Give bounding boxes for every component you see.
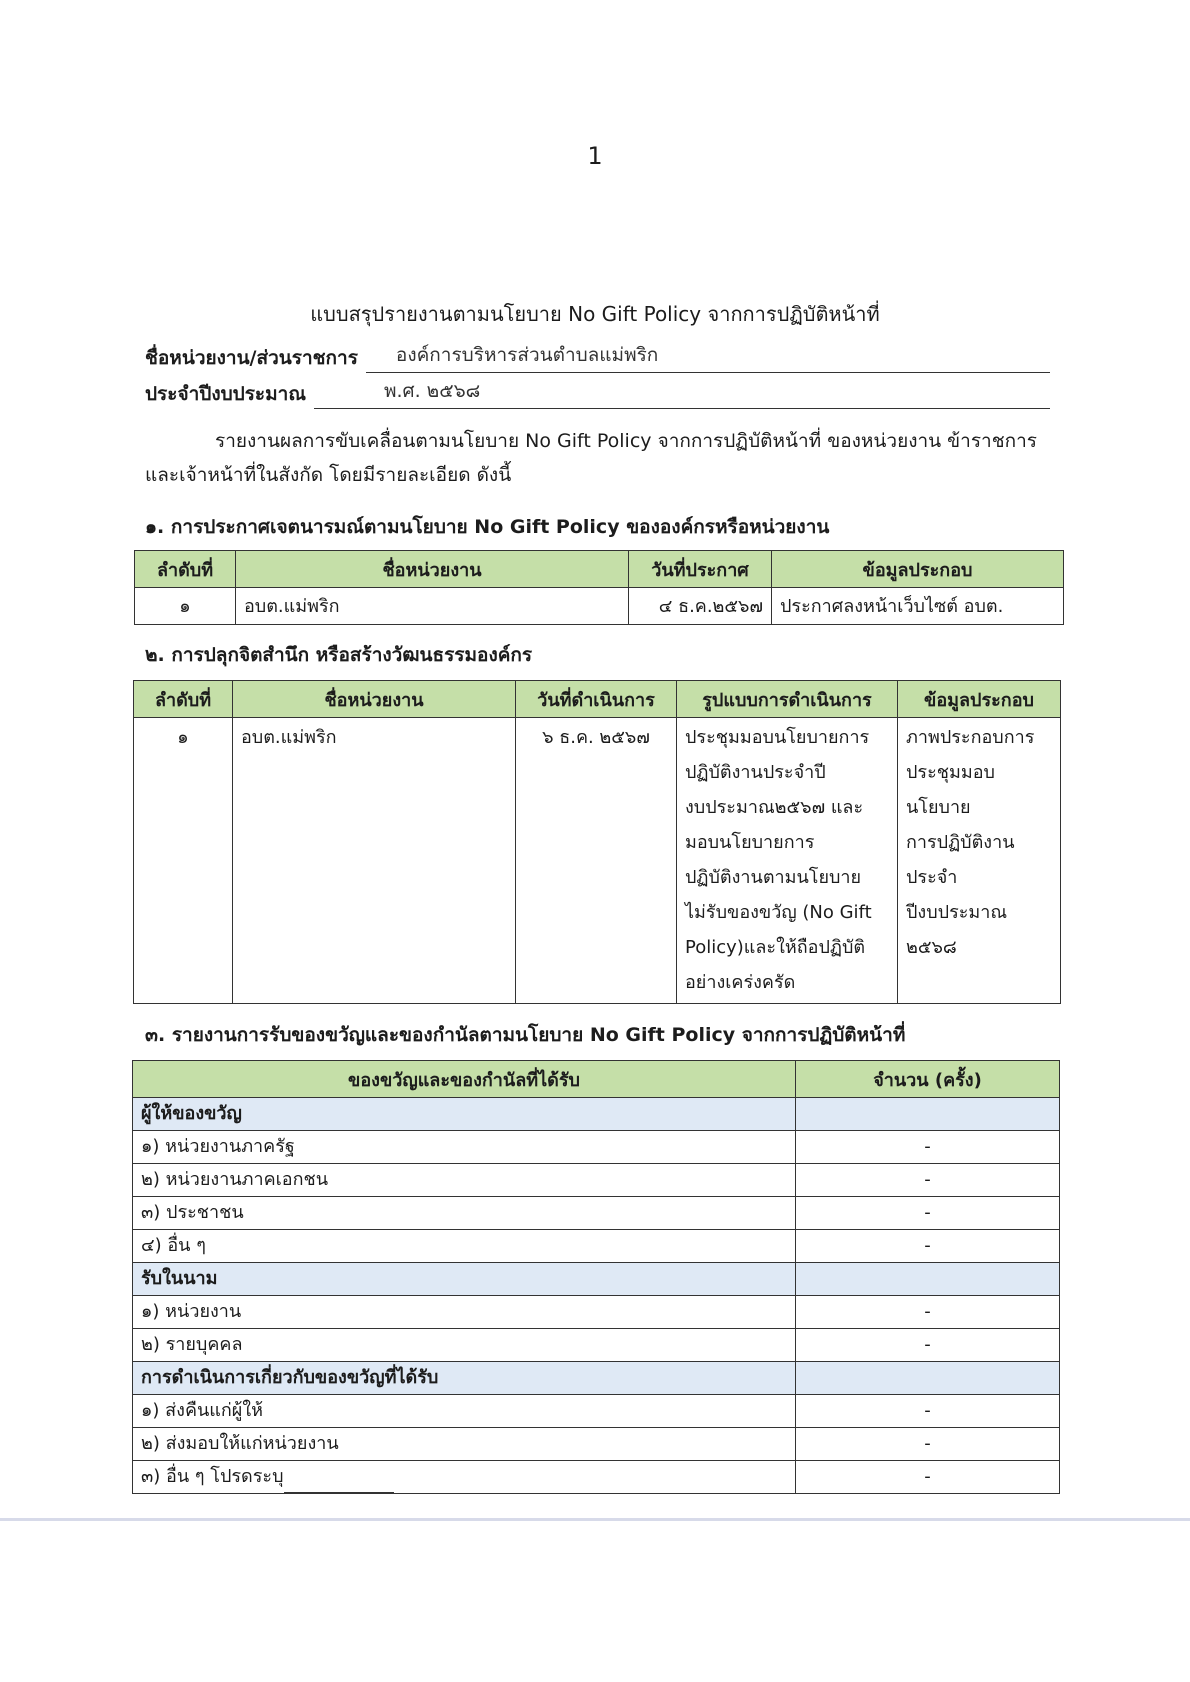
agency-name: อบต.แม่พริก bbox=[236, 588, 629, 625]
group-row bbox=[133, 1263, 1060, 1296]
column-header: จำนวน (ครั้ง) bbox=[796, 1061, 1060, 1098]
culture-table bbox=[133, 680, 1061, 1004]
fiscal-year-field bbox=[145, 376, 1050, 409]
item-count: - bbox=[796, 1428, 1060, 1461]
item-label: ๒) รายบุคคล bbox=[133, 1329, 796, 1362]
column-header: ข้อมูลประกอบ bbox=[898, 681, 1061, 718]
row-number: ๑ bbox=[134, 718, 233, 1004]
info-line: ประจำปีงบประมาณ bbox=[906, 867, 1008, 923]
intro-line-1: รายงานผลการขับเคลื่อนตามนโยบาย No Gift Policy จากการปฏิบัติหน้าที่ ของหน่วยงาน ข้าราชการ bbox=[215, 430, 1037, 452]
table-row bbox=[135, 588, 1064, 625]
format-line: อย่างเคร่งครัด bbox=[685, 972, 796, 993]
specify-blank-line bbox=[284, 1470, 394, 1493]
scan-artifact-line bbox=[0, 1518, 1190, 1521]
table-row bbox=[133, 1164, 1060, 1197]
table-header-row bbox=[133, 1061, 1060, 1098]
column-header: ชื่อหน่วยงาน bbox=[233, 681, 516, 718]
supporting-info bbox=[898, 718, 1061, 1004]
agency-field bbox=[145, 340, 1050, 373]
item-label: ๓) ประชาชน bbox=[133, 1197, 796, 1230]
item-label: ๓) อื่น ๆ โปรดระบุ bbox=[141, 1466, 284, 1487]
item-label: ๑) หน่วยงานภาครัฐ bbox=[133, 1131, 796, 1164]
format-line: มอบนโยบายการ bbox=[685, 832, 815, 853]
operation-format bbox=[677, 718, 898, 1004]
info-line: ภาพประกอบการ bbox=[906, 727, 1035, 748]
agency-label: ชื่อหน่วยงาน/ส่วนราชการ bbox=[145, 347, 358, 369]
item-label: ๔) อื่น ๆ bbox=[133, 1230, 796, 1263]
format-line: ไม่รับของขวัญ (No Gift bbox=[685, 902, 872, 923]
info-line: ๒๕๖๘ bbox=[906, 937, 957, 958]
column-header: ลำดับที่ bbox=[134, 681, 233, 718]
table-row bbox=[133, 1329, 1060, 1362]
column-header: วันที่ประกาศ bbox=[629, 551, 772, 588]
info-line: ประชุมมอบนโยบาย bbox=[906, 762, 995, 818]
table-row bbox=[133, 1197, 1060, 1230]
table-row bbox=[133, 1296, 1060, 1329]
format-line: ปฏิบัติงานตามนโยบาย bbox=[685, 867, 862, 888]
table-row bbox=[133, 1461, 1060, 1494]
item-label: ๑) ส่งคืนแก่ผู้ให้ bbox=[133, 1395, 796, 1428]
table-row bbox=[133, 1395, 1060, 1428]
info-line: การปฏิบัติงาน bbox=[906, 832, 1015, 853]
agency-name: อบต.แม่พริก bbox=[233, 718, 516, 1004]
item-count: - bbox=[796, 1131, 1060, 1164]
section-3-heading: ๓. รายงานการรับของขวัญและของกำนัลตามนโยบาย No Gift Policy จากการปฏิบัติหน้าที่ bbox=[145, 1024, 906, 1046]
item-count: - bbox=[796, 1197, 1060, 1230]
column-header: ชื่อหน่วยงาน bbox=[236, 551, 629, 588]
item-label: ๒) ส่งมอบให้แก่หน่วยงาน bbox=[133, 1428, 796, 1461]
format-line: Policy)และให้ถือปฏิบัติ bbox=[685, 937, 866, 958]
column-header: ลำดับที่ bbox=[135, 551, 236, 588]
announce-date: ๔ ธ.ค.๒๕๖๗ bbox=[629, 588, 772, 625]
group-title: ผู้ให้ของขวัญ bbox=[133, 1098, 796, 1131]
supporting-info: ประกาศลงหน้าเว็บไซต์ อบต. bbox=[772, 588, 1064, 625]
fiscal-year-label: ประจำปีงบประมาณ bbox=[145, 383, 306, 405]
item-count: - bbox=[796, 1461, 1060, 1494]
announcement-table bbox=[134, 550, 1064, 625]
column-header: รูปแบบการดำเนินการ bbox=[677, 681, 898, 718]
operation-date: ๖ ธ.ค. ๒๕๖๗ bbox=[516, 718, 677, 1004]
item-label: ๑) หน่วยงาน bbox=[133, 1296, 796, 1329]
item-count: - bbox=[796, 1329, 1060, 1362]
group-row bbox=[133, 1098, 1060, 1131]
section-2-heading: ๒. การปลุกจิตสำนึก หรือสร้างวัฒนธรรมองค์กร bbox=[145, 644, 533, 666]
table-header-row bbox=[134, 681, 1061, 718]
item-count: - bbox=[796, 1296, 1060, 1329]
group-row bbox=[133, 1362, 1060, 1395]
intro-paragraph bbox=[145, 424, 1075, 492]
table-row bbox=[134, 718, 1061, 1004]
table-row bbox=[133, 1131, 1060, 1164]
item-count: - bbox=[796, 1395, 1060, 1428]
agency-value: องค์การบริหารส่วนตำบลแม่พริก bbox=[366, 340, 1050, 373]
row-number: ๑ bbox=[135, 588, 236, 625]
intro-line-2: และเจ้าหน้าที่ในสังกัด โดยมีรายละเอียด ดังนี้ bbox=[145, 464, 512, 486]
item-label-with-blank bbox=[133, 1461, 796, 1494]
column-header: ของขวัญและของกำนัลที่ได้รับ bbox=[133, 1061, 796, 1098]
group-title: รับในนาม bbox=[133, 1263, 796, 1296]
group-title: การดำเนินการเกี่ยวกับของขวัญที่ได้รับ bbox=[133, 1362, 796, 1395]
document-title: แบบสรุปรายงานตามนโยบาย No Gift Policy จากการปฏิบัติหน้าที่ bbox=[310, 302, 880, 326]
fiscal-year-value: พ.ศ. ๒๕๖๘ bbox=[314, 376, 1050, 409]
column-header: ข้อมูลประกอบ bbox=[772, 551, 1064, 588]
section-1-heading: ๑. การประกาศเจตนารมณ์ตามนโยบาย No Gift Policy ขององค์กรหรือหน่วยงาน bbox=[145, 516, 830, 538]
table-row bbox=[133, 1230, 1060, 1263]
table-row bbox=[133, 1428, 1060, 1461]
item-label: ๒) หน่วยงานภาคเอกชน bbox=[133, 1164, 796, 1197]
format-line: ประชุมมอบนโยบายการ bbox=[685, 727, 870, 748]
gift-report-table bbox=[132, 1060, 1060, 1494]
column-header: วันที่ดำเนินการ bbox=[516, 681, 677, 718]
table-header-row bbox=[135, 551, 1064, 588]
item-count: - bbox=[796, 1164, 1060, 1197]
format-line: ปฏิบัติงานประจำปี bbox=[685, 762, 826, 783]
item-count: - bbox=[796, 1230, 1060, 1263]
format-line: งบประมาณ๒๕๖๗ และ bbox=[685, 797, 864, 818]
page-number: 1 bbox=[587, 142, 603, 170]
